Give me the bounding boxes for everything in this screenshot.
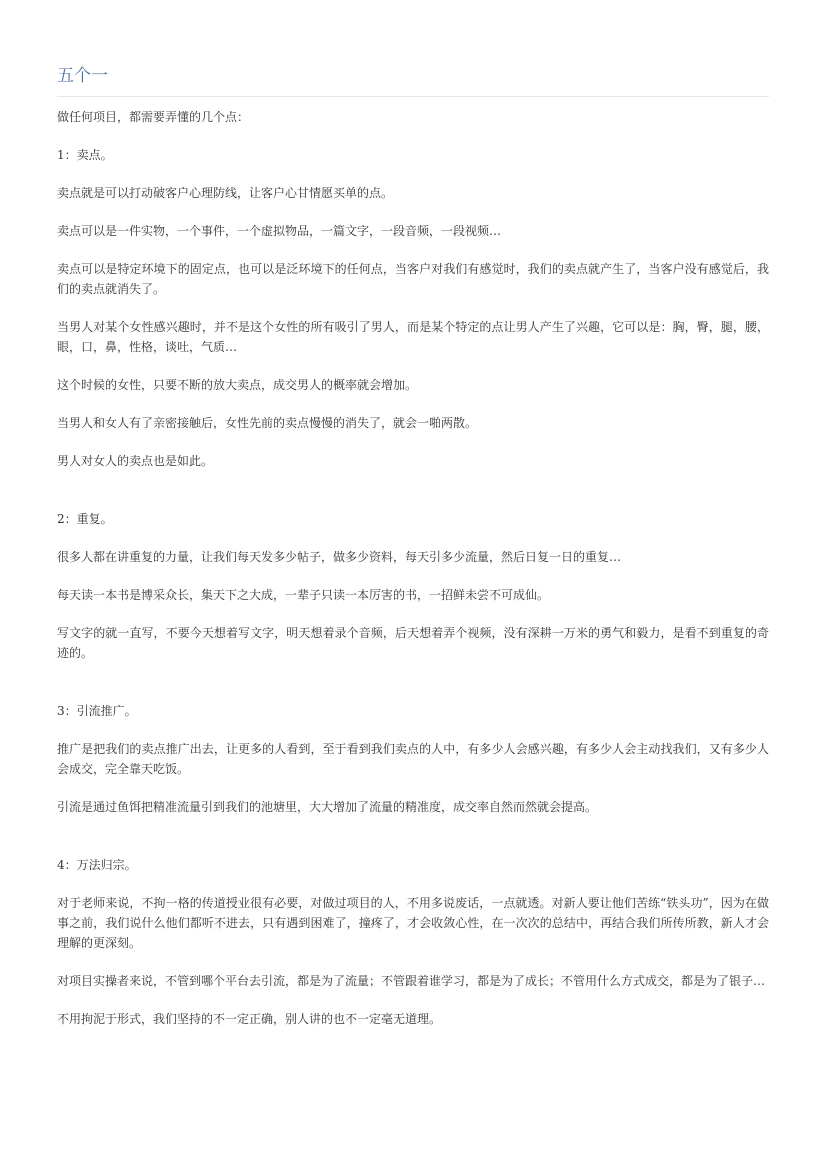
page-title: 五个一: [57, 62, 769, 97]
paragraph: 当男人和女人有了亲密接触后，女性先前的卖点慢慢的消失了，就会一啪两散。: [57, 416, 478, 430]
section-heading-traffic: 3：引流推广。: [57, 704, 137, 718]
paragraph: 卖点可以是一件实物，一个事件，一个虚拟物品，一篇文字，一段音频，一段视频…: [57, 224, 502, 238]
section-heading-selling-point: 1：卖点。: [57, 148, 113, 162]
intro-paragraph: 做任何项目，都需要弄懂的几个点：: [57, 110, 250, 124]
paragraph: 引流是通过鱼饵把精准流量引到我们的池塘里，大大增加了流量的精准度，成交率自然而然就会提高。: [57, 800, 598, 814]
section-heading-repetition: 2：重复。: [57, 512, 113, 526]
paragraph: 男人对女人的卖点也是如此。: [57, 454, 214, 468]
paragraph: 这个时候的女性，只要不断的放大卖点，成交男人的概率就会增加。: [57, 378, 418, 392]
paragraph: 对项目实操者来说，不管到哪个平台去引流，都是为了流量；不管跟着谁学习，都是为了成长；不管用什么方式成交，都是为了银子…: [57, 974, 766, 988]
paragraph: 推广是把我们的卖点推广出去，让更多的人看到，至于看到我们卖点的人中，有多少人会感兴趣，有多少人会主动找我们，又有多少人会成交，完全靠天吃饭。: [57, 742, 769, 776]
section-heading-unity: 4：万法归宗。: [57, 858, 137, 872]
paragraph: 对于老师来说，不拘一格的传道授业很有必要，对做过项目的人，不用多说废话，一点就透。对新人要让他们苦练“铁头功”，因为在做事之前，我们说什么他们都听不进去，只有遇到困难了，撞疼了，才会收敛心性，在一次次的总结中，再结合我们所传所教，新人才会理解的更深刻。: [57, 896, 769, 950]
document-page: [57, 62, 769, 1029]
paragraph: 写文字的就一直写，不要今天想着写文字，明天想着录个音频，后天想着弄个视频，没有深耕一万米的勇气和毅力，是看不到重复的奇迹的。: [57, 626, 769, 660]
paragraph: 当男人对某个女性感兴趣时，并不是这个女性的所有吸引了男人，而是某个特定的点让男人产生了兴趣，它可以是：胸，臀，腿，腰，眼，口，鼻，性格，谈吐，气质…: [57, 320, 769, 354]
article-body: [57, 107, 769, 1029]
paragraph: 每天读一本书是博采众长，集天下之大成，一辈子只读一本厉害的书，一招鲜未尝不可成仙。: [57, 588, 550, 602]
paragraph: 卖点就是可以打动破客户心理防线，让客户心甘情愿买单的点。: [57, 186, 394, 200]
paragraph: 不用拘泥于形式，我们坚持的不一定正确，别人讲的也不一定毫无道理。: [57, 1012, 442, 1026]
paragraph: 卖点可以是特定环境下的固定点，也可以是泛环境下的任何点，当客户对我们有感觉时，我们的卖点就产生了，当客户没有感觉后，我们的卖点就消失了。: [57, 262, 769, 296]
paragraph: 很多人都在讲重复的力量，让我们每天发多少帖子，做多少资料，每天引多少流量，然后日复一日的重复…: [57, 550, 622, 564]
